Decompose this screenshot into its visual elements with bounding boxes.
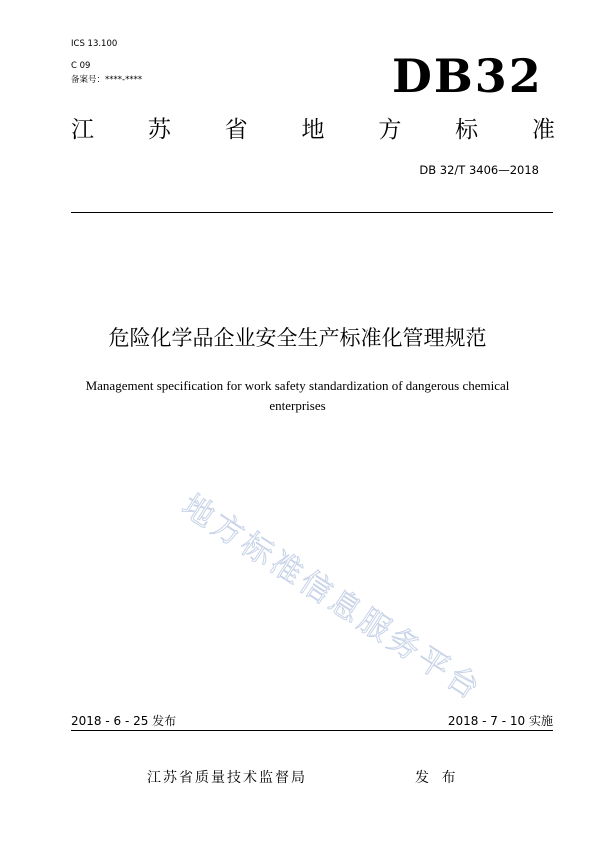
issue-label: 发 布	[415, 770, 460, 786]
ccs-code: C 09	[71, 61, 91, 71]
db32-logo: DB32	[392, 49, 543, 103]
watermark: 地方标准信息服务平台	[175, 487, 489, 709]
standard-type-char: 准	[531, 117, 555, 143]
issue-date: 2018 - 6 - 25 发布	[71, 714, 177, 728]
bottom-divider	[71, 730, 553, 731]
standard-type-heading	[71, 115, 555, 145]
implementation-date: 2018 - 7 - 10 实施	[447, 714, 553, 728]
title-english: Management specification for work safety standardization of dangerous chemical enterprises	[85, 378, 510, 413]
ics-code: ICS 13.100	[71, 39, 118, 49]
standard-type-char: 省	[224, 117, 248, 143]
standard-type-char: 苏	[147, 117, 171, 143]
top-divider	[71, 212, 553, 213]
issuing-authority: 江苏省质量技术监督局	[147, 770, 307, 786]
standard-number: DB 32/T 3406—2018	[419, 163, 539, 177]
standard-type-char: 方	[378, 117, 402, 143]
standard-type-char: 标	[455, 117, 479, 143]
standard-type-char: 江	[71, 117, 94, 143]
title-chinese: 危险化学品企业安全生产标准化管理规范	[108, 326, 487, 350]
standard-type-char: 地	[301, 117, 325, 143]
record-number: 备案号：****-****	[71, 75, 143, 85]
